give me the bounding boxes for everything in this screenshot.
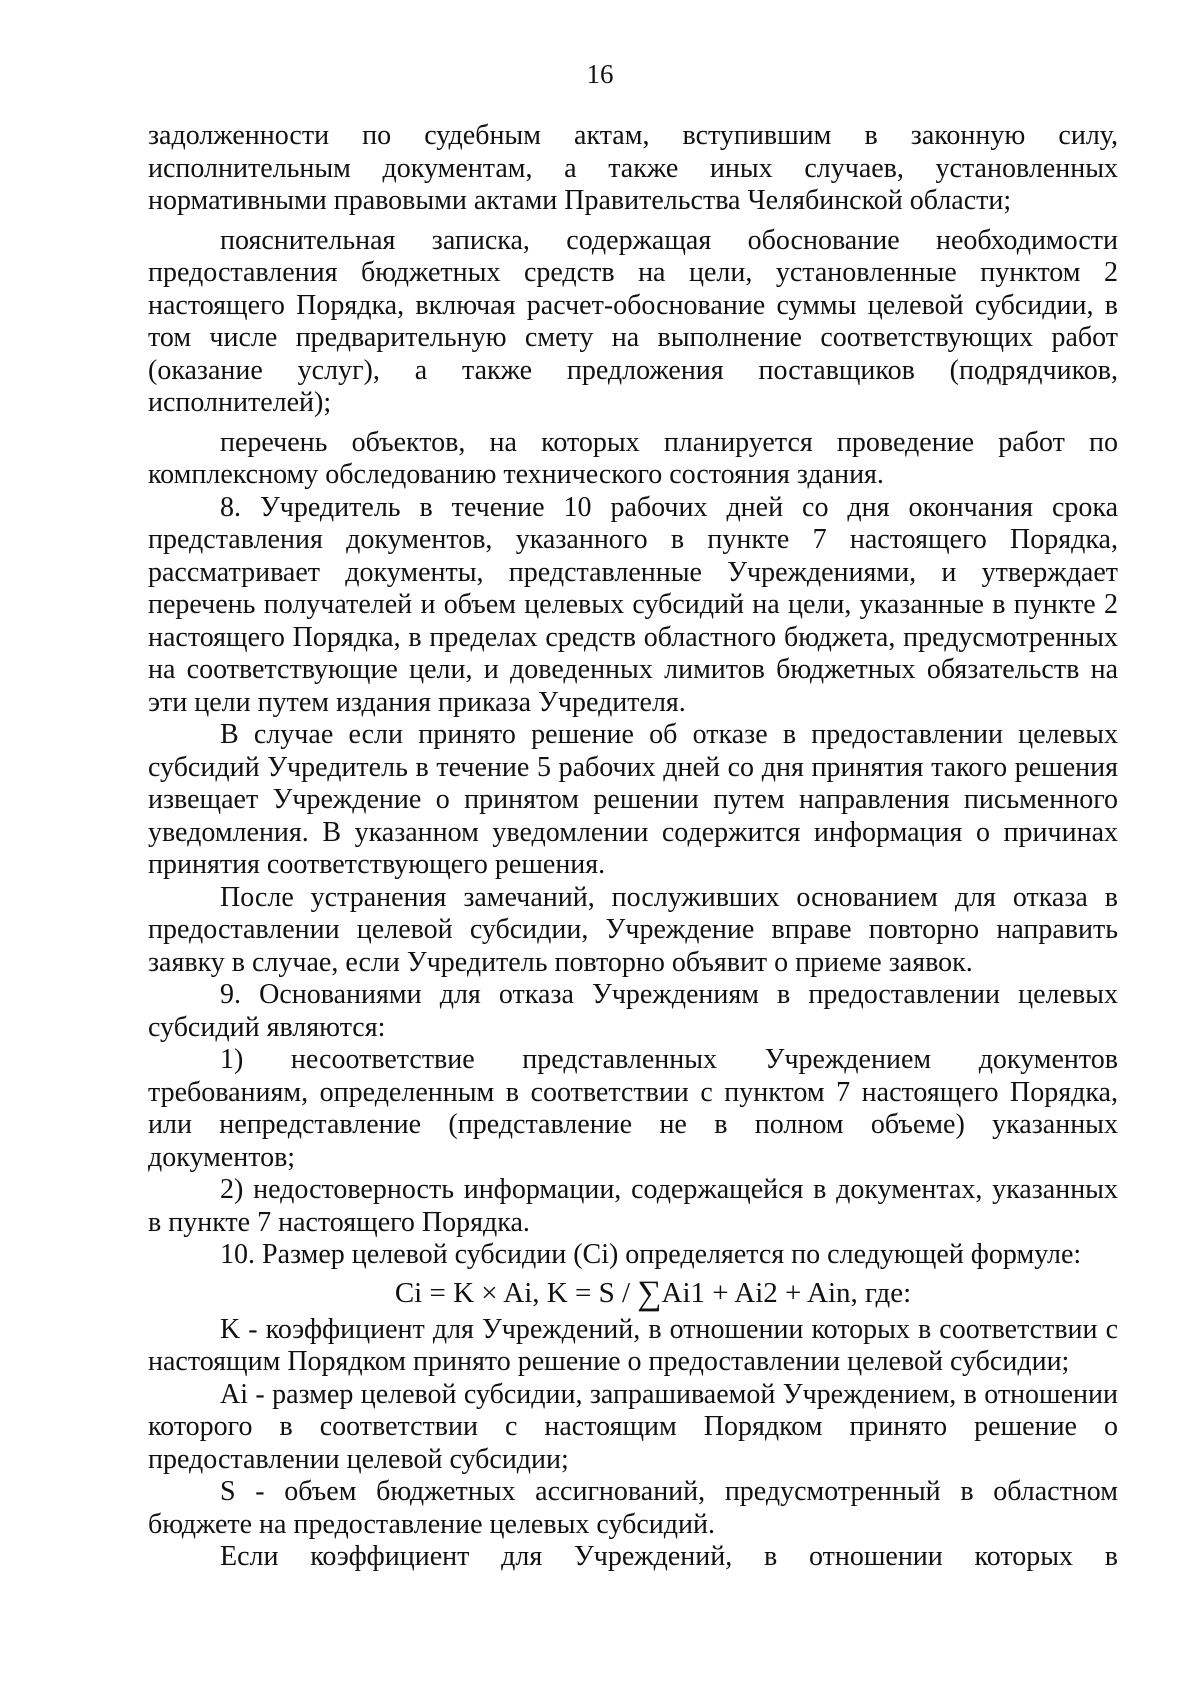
formula-part-1: Ci = K × Ai, K = S / bbox=[394, 1276, 638, 1309]
paragraph-objects-list: перечень объектов, на которых планируется проведение работ по комплексному обследованию технического состояния здания. bbox=[148, 426, 1118, 490]
paragraph-clause-9: 9. Основаниями для отказа Учреждениям в предоставлении целевых субсидий являются: bbox=[148, 979, 1118, 1043]
definition-s: S - объем бюджетных ассигнований, предусмотренный в областном бюджете на предоставление целевых субсидий. bbox=[148, 1476, 1118, 1540]
paragraph-refusal-notice: В случае если принято решение об отказе в предоставлении целевых субсидий Учредитель в течение 5 рабочих дней со дня принятия такого решения извещает Учреждение о принятом решении путем направления письменного уведомления. В указанном уведомлении содержится информация о причинах принятия соответствующего решения. bbox=[148, 719, 1118, 880]
page-number: 16 bbox=[586, 59, 614, 89]
document-body bbox=[148, 120, 1118, 1574]
paragraph-explanatory-note: пояснительная записка, содержащая обоснование необходимости предоставления бюджетных средств на цели, установленные пунктом 2 настоящего Порядка, включая расчет-обоснование суммы целевой субсидии, в том числе предварительную смету на выполнение соответствующих работ (оказание услуг), а также предложения поставщиков (подрядчиков, исполнителей); bbox=[148, 224, 1118, 418]
paragraph-reason-2: 2) недостоверность информации, содержащейся в документах, указанных в пункте 7 настоящего Порядка. bbox=[148, 1174, 1118, 1238]
sum-symbol: ∑ bbox=[637, 1274, 662, 1312]
subsidy-formula bbox=[148, 1274, 1118, 1312]
paragraph-resubmission: После устранения замечаний, послуживших основанием для отказа в предоставлении целевой субсидии, Учреждение вправе повторно направить заявку в случае, если Учредитель повторно объявит о приеме заявок. bbox=[148, 881, 1118, 978]
paragraph-coefficient-start: Если коэффициент для Учреждений, в отношении которых в bbox=[220, 1541, 1118, 1572]
paragraph-reason-1: 1) несоответствие представленных Учреждением документов требованиям, определенным в соответствии с пунктом 7 настоящего Порядка, или непредставление (представление не в полном объеме) указанных документов; bbox=[148, 1044, 1118, 1173]
paragraph-clause-8: 8. Учредитель в течение 10 рабочих дней со дня окончания срока представления документов, указанного в пункте 7 настоящего Порядка, рассматривает документы, представленные Учреждениями, и утверждает перечень получателей и объем целевых субсидий на цели, указанные в пункте 2 настоящего Порядка, в пределах средств областного бюджета, предусмотренных на соответствующие цели, и доведенных лимитов бюджетных обязательств на эти цели путем издания приказа Учредителя. bbox=[148, 491, 1118, 718]
definition-k: K - коэффициент для Учреждений, в отношении которых в соответствии с настоящим Порядком принято решение о предоставлении целевой субсидии; bbox=[148, 1313, 1118, 1377]
paragraph-clause-10: 10. Размер целевой субсидии (Ci) определяется по следующей формуле: bbox=[220, 1239, 1082, 1270]
formula-part-2: Ai1 + Ai2 + Ain, где: bbox=[661, 1276, 912, 1309]
paragraph-debt-continuation: задолженности по судебным актам, вступившим в законную силу, исполнительным документам, а также иных случаев, установленных нормативными правовыми актами Правительства Челябинской области; bbox=[148, 120, 1118, 216]
definition-ai: Ai - размер целевой субсидии, запрашиваемой Учреждением, в отношении которого в соответствии с настоящим Порядком принято решение о предоставлении целевой субсидии; bbox=[148, 1378, 1118, 1475]
